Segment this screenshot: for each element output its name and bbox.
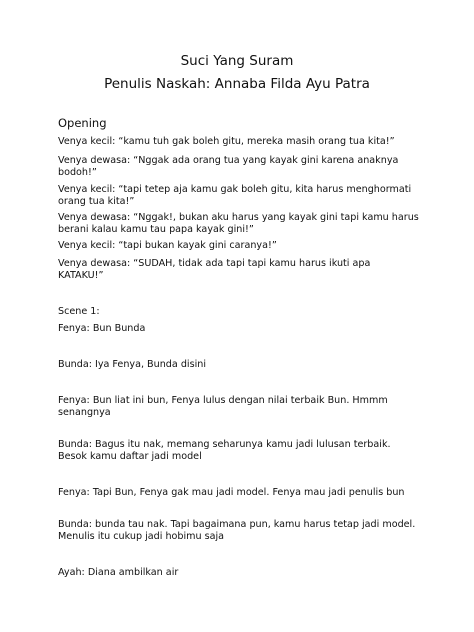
dialogue-line: Bunda: Iya Fenya, Bunda disini — [58, 359, 206, 370]
dialogue-line-continued: Besok kamu daftar jadi model — [58, 451, 202, 462]
dialogue-line-continued: Menulis itu cukup jadi hobimu saja — [58, 531, 225, 542]
dialogue-line-continued: bodoh!” — [58, 167, 97, 178]
dialogue-line: Venya kecil: “tapi bukan kayak gini caranya!” — [58, 240, 277, 251]
scene-heading: Scene 1: — [58, 306, 100, 317]
dialogue-line: Venya dewasa: “SUDAH, tidak ada tapi tapi kamu harus ikuti apa — [58, 258, 371, 269]
dialogue-line: Bunda: bunda tau nak. Tapi bagaimana pun, kamu harus tetap jadi model. — [58, 519, 416, 530]
dialogue-line: Ayah: Diana ambilkan air — [58, 567, 179, 578]
dialogue-line: Venya dewasa: “Nggak ada orang tua yang kayak gini karena anaknya — [58, 155, 399, 166]
dialogue-line: Fenya: Bun Bunda — [58, 323, 146, 334]
dialogue-line: Venya kecil: “tapi tetep aja kamu gak boleh gitu, kita harus menghormati — [58, 184, 412, 195]
dialogue-line: Venya dewasa: “Nggak!, bukan aku harus yang kayak gini tapi kamu harus — [58, 212, 419, 223]
dialogue-line: Fenya: Bun liat ini bun, Fenya lulus dengan nilai terbaik Bun. Hmmm — [58, 395, 388, 406]
dialogue-line-continued: KATAKU!” — [58, 270, 104, 281]
document-title: Suci Yang Suram — [180, 53, 294, 69]
author-line: Penulis Naskah: Annaba Filda Ayu Patra — [104, 76, 370, 92]
dialogue-line: Venya kecil: “kamu tuh gak boleh gitu, mereka masih orang tua kita!” — [58, 136, 395, 147]
dialogue-line: Bunda: Bagus itu nak, memang seharunya kamu jadi lulusan terbaik. — [58, 439, 391, 450]
dialogue-line-continued: berani kalau kamu tau papa kayak gini!” — [58, 224, 254, 235]
dialogue-line-continued: senangnya — [58, 407, 111, 418]
section-heading-opening: Opening — [58, 116, 107, 130]
dialogue-line: Fenya: Tapi Bun, Fenya gak mau jadi model. Fenya mau jadi penulis bun — [58, 487, 405, 498]
dialogue-line-continued: orang tua kita!” — [58, 196, 135, 207]
